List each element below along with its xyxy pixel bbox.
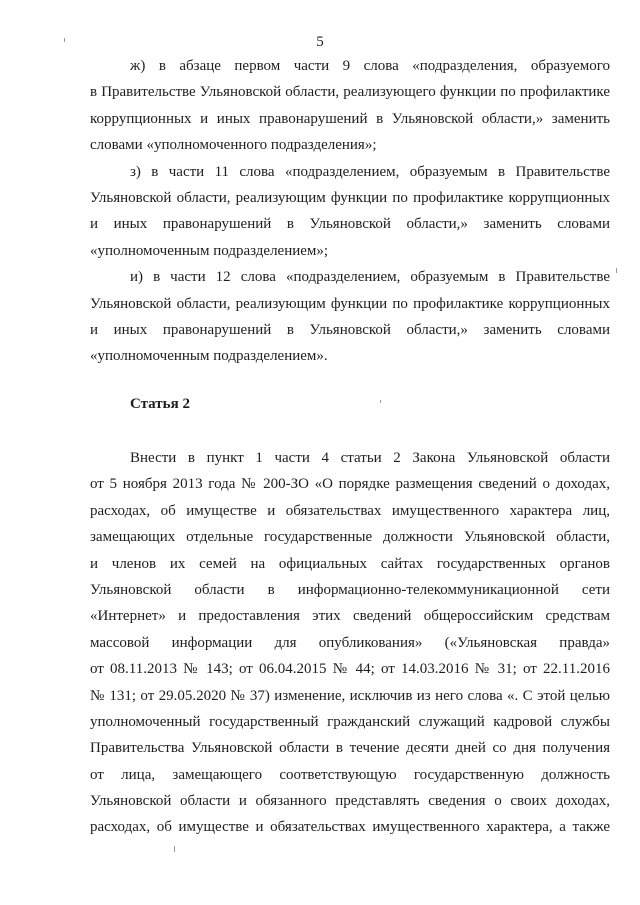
paragraph-line: и) в части 12 слова «подразделением, образуемым в Правительстве [130,269,610,286]
paragraph-line: и иных правонарушений в Ульяновской области,» заменить словами [90,216,610,233]
paragraph-line: расходах, об имуществе и обязательствах имущественного характера лиц, [90,502,610,519]
scan-speck [380,400,381,403]
paragraph-line: уполномоченный государственный гражданский служащий кадровой службы [90,713,610,730]
amendment-items-block [90,53,610,370]
paragraph-line: з) в части 11 слова «подразделением, образуемым в Правительстве [130,163,610,180]
paragraph-line: Ульяновской области, реализующим функции по профилактике коррупционных [90,189,610,206]
article-2-body [90,445,610,841]
paragraph-line: от 08.11.2013 № 143; от 06.04.2015 № 44; от 14.03.2016 № 31; от 22.11.2016 [90,661,610,678]
paragraph-line: расходах, об имуществе и обязательствах имущественного характера, а также [90,819,610,836]
paragraph-line: массовой информации для опубликования» («Ульяновская правда» [90,634,610,651]
paragraph-line: словами «уполномоченного подразделения»; [90,137,377,154]
paragraph-line: от лица, замещающего соответствующую государственную должность [90,766,610,783]
paragraph-line: «Интернет» и предоставления этих сведений общероссийским средствам [90,608,610,625]
paragraph-line: Ульяновской области и обязанного представлять сведения о своих доходах, [90,793,610,810]
paragraph-line: от 5 ноября 2013 года № 200-ЗО «О порядке размещения сведений о доходах, [90,476,610,493]
paragraph-line: замещающих отдельные государственные должности Ульяновской области, [90,529,610,546]
paragraph-line: «уполномоченным подразделением»; [90,242,329,259]
paragraph-line: Правительства Ульяновской области в течение десяти дней со дня получения [90,740,610,757]
paragraph-line: «уполномоченным подразделением». [90,348,328,365]
paragraph-line: коррупционных и иных правонарушений в Ульяновской области,» заменить [90,110,610,127]
scan-speck [616,268,617,273]
paragraph-line: Внести в пункт 1 части 4 статьи 2 Закона Ульяновской области [130,450,610,466]
paragraph-line: в Правительстве Ульяновской области, реализующего функции по профилактике [90,84,610,101]
article-heading: Статья 2 [130,396,190,412]
paragraph-line: и членов их семей на официальных сайтах государственных органов [90,555,610,572]
paragraph-line: и иных правонарушений в Ульяновской области,» заменить словами [90,321,610,338]
paragraph-line: № 131; от 29.05.2020 № 37) изменение, исключив из него слова «. С этой целью [90,687,610,704]
page-number: 5 [316,34,324,50]
paragraph-line: Ульяновской области, реализующим функции по профилактике коррупционных [90,295,610,312]
scan-speck [64,38,65,42]
paragraph-line: ж) в абзаце первом части 9 слова «подразделения, образуемого [130,58,610,74]
scan-speck [174,846,175,852]
paragraph-line: Ульяновской области в информационно-телекоммуникационной сети [90,581,610,598]
